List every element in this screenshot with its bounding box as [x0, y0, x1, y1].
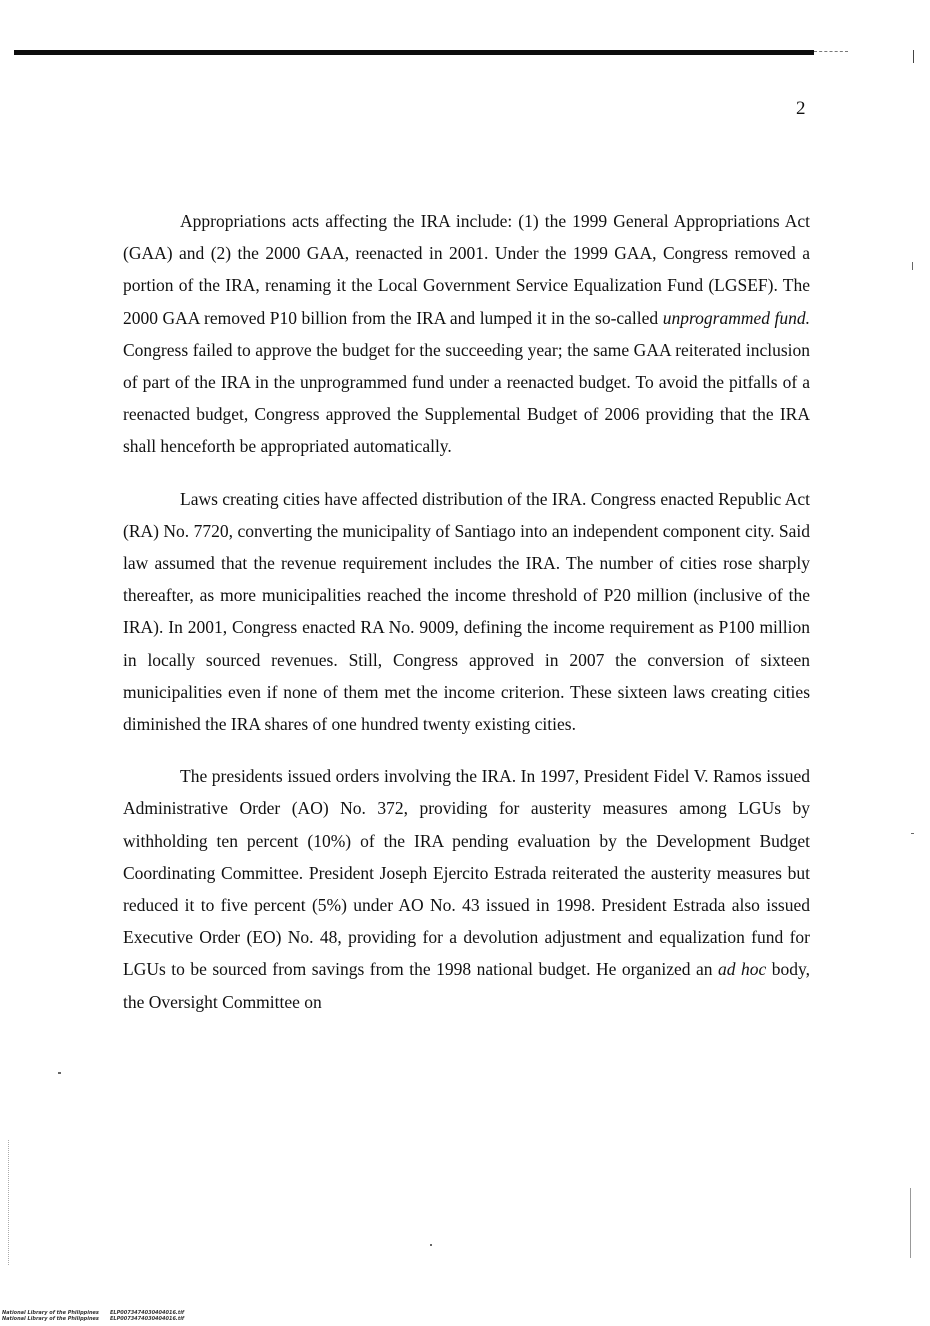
emphasis-text: unprogrammed fund.: [662, 307, 810, 328]
paragraph-text: Congress failed to approve the budget for the succeeding year; the same GAA reiterated inclusion of part of the IRA in the unprogrammed fund under a reenacted budget. To avoid the pitfalls of a reenacted budget, Congress approved the Supplemental Budget of 2006 providing that the IRA shall henceforth be appropriated automatically.: [123, 339, 810, 457]
scan-speck: [430, 1244, 432, 1246]
paragraph-text: The presidents issued orders involving the IRA. In 1997, President Fidel V. Ramos issued Administrative Order (AO) No. 372, providing for austerity measures among LGUs by withholding ten percent (10%) of the IRA pending evaluation by the Development Budget Coordinating Committee. President Joseph Ejercito Estrada reiterated the austerity measures but reduced it to five percent (5%) under AO No. 43 issued in 1998. President Estrada also issued Executive Order (EO) No. 48, providing for a devolution adjustment and equalization fund for LGUs to be sourced from savings from the 1998 national budget. He organized an: [123, 766, 810, 980]
emphasis-text: ad hoc: [718, 959, 767, 980]
library-stamp: [2, 1310, 210, 1322]
stamp-line: [2, 1316, 210, 1322]
header-rule: [14, 50, 814, 55]
stamp-library-name: National Library of the Philippines: [2, 1316, 99, 1322]
scan-speck: [58, 1072, 61, 1074]
scan-speck: [911, 833, 914, 834]
scan-edge-mark: [913, 50, 914, 63]
paragraph-text: body, the Oversight Committee on: [123, 959, 810, 1012]
stamp-library-name: National Library of the Philippines: [2, 1310, 99, 1316]
paragraph-appropriations: [123, 205, 810, 463]
scan-speck: [910, 1188, 911, 1258]
stamp-file-code: ELP0073474030404016.tif: [110, 1310, 185, 1316]
document-body: [123, 205, 810, 1018]
header-rule-tail: [814, 51, 848, 52]
paragraph-city-laws: Laws creating cities have affected distribution of the IRA. Congress enacted Republic Act (RA) No. 7720, converting the municipality of Santiago into an independent component city. Said law assumed that the revenue requirement includes the IRA. The number of cities rose sharply thereafter, as more municipalities reached the income threshold of P20 million (inclusive of the IRA). In 2001, Congress enacted RA No. 9009, defining the income requirement as P100 million in locally sourced revenues. Still, Congress approved in 2007 the conversion of sixteen municipalities even if none of them met the income criterion. These sixteen laws creating cities diminished the IRA shares of one hundred twenty existing cities.: [123, 488, 810, 735]
paragraph-presidential-orders: [123, 760, 810, 1018]
scan-margin-dots: [8, 1140, 29, 1265]
paragraph-text: Appropriations acts affecting the IRA include: (1) the 1999 General Appropriations Act (GAA) and (2) the 2000 GAA, reenacted in 2001. Under the 1999 GAA, Congress removed a portion of the IRA, renaming it the Local Government Service Equalization Fund (LGSEF). The 2000 GAA removed P10 billion from the IRA and lumped it in the so-called: [123, 211, 810, 328]
stamp-file-code: ELP0073474030404016.tif: [110, 1316, 185, 1322]
page-number: 2: [796, 98, 806, 119]
scan-speck: [912, 262, 913, 270]
